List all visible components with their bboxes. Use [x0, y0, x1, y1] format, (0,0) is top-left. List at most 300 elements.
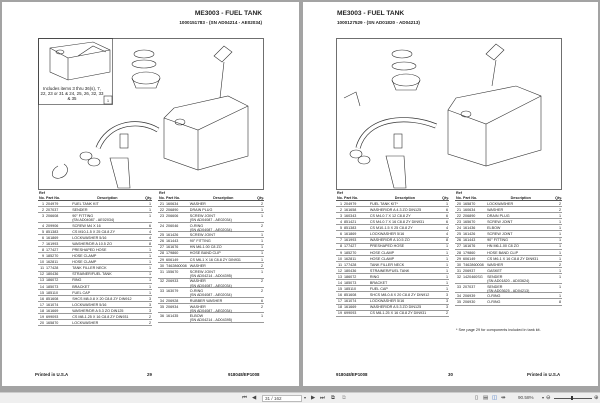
ref-number: 24 — [159, 223, 164, 228]
part-number: 180436 — [46, 272, 59, 277]
ref-number: 19 — [39, 314, 44, 319]
table-row — [158, 213, 264, 223]
quantity: 1 — [558, 232, 561, 237]
part-number: 185073 — [46, 284, 59, 289]
ref-number: 34 — [159, 298, 164, 303]
quantity: 1 — [445, 268, 448, 273]
footer-right: 918048/EP1008 — [228, 372, 260, 377]
description: DRAIN PLUG — [189, 207, 213, 212]
part-number: 206890 — [166, 207, 179, 212]
description: SCREW JOINT — [189, 233, 216, 238]
quantity: 2 — [148, 321, 151, 326]
part-number: 206608 — [46, 213, 59, 218]
header-part: Part No. — [463, 196, 478, 200]
part-number: 155670 — [166, 269, 179, 274]
quantity: 1 — [148, 260, 151, 265]
ref-number: 31 — [456, 268, 461, 273]
quantity: 1 — [558, 213, 561, 218]
quantity: 1 — [148, 207, 151, 212]
description: WASHER/DR A 5.3 ZO DIN125 — [369, 305, 422, 310]
zoom-in-icon[interactable]: ⊕ — [594, 395, 599, 401]
header-no: No. — [337, 196, 343, 200]
part-number: 160634 — [166, 201, 179, 206]
quantity: 6 — [260, 298, 263, 303]
quantity: 1 — [558, 250, 561, 255]
header-no: No. — [159, 196, 165, 200]
table-header — [158, 191, 264, 201]
inset-ref: 1 — [107, 99, 109, 103]
part-number: 851608 — [344, 293, 357, 298]
header-qty: Qty. — [442, 196, 449, 200]
table-row — [38, 213, 152, 223]
part-number: 177428 — [344, 262, 357, 267]
pdf-page-30 — [303, 2, 598, 386]
description: SENDER (SN AD03625 - AD04213) — [487, 284, 530, 293]
description: CS M10-1.5 X 25 C8.8 ZY — [369, 226, 413, 231]
ref-number: 18 — [39, 308, 44, 313]
quantity: 1 — [148, 278, 151, 283]
two-page-view-icon[interactable]: ◫ — [492, 395, 498, 401]
part-number: 186072 — [344, 274, 357, 279]
header-description: Description — [510, 196, 531, 200]
part-number: 162811 — [46, 260, 59, 265]
part-number: 161993 — [46, 241, 59, 246]
part-number: 161426 — [463, 232, 476, 237]
quantity: 3 — [148, 302, 151, 307]
part-number: 186072 — [46, 278, 59, 283]
ref-number: 4 — [339, 220, 342, 225]
ref-number: 8 — [41, 247, 44, 252]
quantity: 1 — [260, 233, 263, 238]
zoom-out-icon[interactable]: ⊖ — [546, 395, 551, 401]
description: CS M10-1.5 X 25 C8.8 ZY — [72, 229, 116, 234]
quantity: 1 — [445, 287, 448, 292]
part-number: 161443 — [166, 239, 179, 244]
ref-number: 22 — [159, 207, 164, 212]
previous-page-icon[interactable]: ◀ — [252, 395, 257, 401]
part-number: 165670 — [463, 220, 476, 225]
table-row — [336, 311, 449, 317]
description: 90° FITTING — [189, 239, 211, 244]
part-number: 206928 — [166, 298, 179, 303]
part-number: 206930 — [463, 300, 476, 305]
header-description: Description — [97, 196, 118, 200]
ref-number: 9 — [41, 254, 44, 259]
part-number: 204979 — [46, 201, 59, 206]
ref-number: 27 — [159, 245, 164, 250]
parts-table-left — [38, 191, 152, 326]
description: LOCKWASHER — [487, 201, 514, 206]
quantity: 1 — [445, 250, 448, 255]
description: 90° FITTING (SN AD04087 - AE02034) — [72, 213, 115, 223]
part-number: 185073 — [344, 281, 357, 286]
table-row — [158, 288, 264, 298]
part-number: 606149 — [463, 256, 476, 261]
part-number: 163079 — [166, 288, 179, 293]
part-number: 180436 — [344, 268, 357, 273]
description: SHCS M8-0.8 X 20 C8.8 ZY DIN912 — [72, 296, 132, 301]
description: FUEL TANK KIT — [72, 201, 99, 206]
ref-number: 29 — [456, 256, 461, 261]
header-qty: Qty. — [145, 196, 152, 200]
ref-number: 23 — [159, 213, 164, 218]
part-number: 177427 — [46, 247, 59, 252]
quantity: 8 — [445, 238, 448, 243]
description: HOSE BAND CLIP — [487, 250, 519, 255]
quantity: 2 — [260, 288, 263, 293]
part-number: 185110 — [344, 287, 357, 292]
table-row — [455, 274, 562, 284]
part-number: 162811 — [344, 256, 357, 261]
ref-number: 6 — [41, 235, 44, 240]
quantity: 6 — [445, 213, 448, 218]
part-number: 851383 — [344, 226, 357, 231]
ref-number: 32 — [456, 274, 461, 279]
description: WASHER — [189, 201, 206, 206]
ref-number: 3 — [339, 213, 342, 218]
ref-number: 16 — [337, 293, 342, 298]
ref-number: 5 — [339, 226, 342, 231]
rotate-disabled-icon[interactable]: ⧉ — [342, 395, 346, 401]
ref-number: 12 — [39, 272, 44, 277]
quantity: 3 — [148, 296, 151, 301]
header-ref: Ref — [337, 191, 343, 195]
description: HOSE CLAMP — [369, 256, 395, 261]
ref-number: 30 — [456, 262, 461, 267]
part-number: 206606 — [166, 213, 179, 218]
header-description: Description — [394, 196, 416, 200]
description: LOCKWASHER 5/16 — [369, 299, 405, 304]
ref-number: 34 — [456, 294, 461, 299]
footer-right: Printed in U.S.A — [527, 372, 561, 377]
quantity: 1 — [148, 290, 151, 295]
part-number: 161669 — [46, 308, 59, 313]
ref-number: 20 — [39, 321, 44, 326]
next-page-icon[interactable]: ▶ — [311, 395, 316, 401]
quantity: 1 — [445, 256, 448, 261]
ref-number: 25 — [159, 233, 164, 238]
quantity: 2 — [558, 201, 561, 206]
ref-number: 26 — [456, 238, 461, 243]
ref-number: 29 — [159, 257, 164, 262]
quantity: 1 — [260, 251, 263, 256]
pdf-viewer-toolbar — [0, 392, 600, 403]
ref-number: 14 — [337, 281, 342, 286]
table-row — [158, 223, 264, 233]
footer-left: Printed in U.S.A — [35, 372, 69, 377]
quantity: 3 — [445, 305, 448, 310]
continuous-view-icon[interactable]: ▤ — [483, 395, 489, 401]
ref-number: 35 — [159, 304, 164, 309]
part-number: 185270 — [344, 250, 357, 255]
description: CS M6-1 X 16 C8.8 ZY DIN931 — [189, 257, 241, 262]
quantity: 1 — [558, 294, 561, 299]
zoom-level[interactable]: 90.58% — [518, 395, 534, 400]
ref-number: 20 — [456, 201, 461, 206]
quantity: 2 — [260, 304, 263, 309]
quantity: 1 — [260, 213, 263, 218]
quantity: 1 — [558, 284, 561, 289]
description: HOSE BAND CLIP — [189, 251, 221, 256]
quantity: 4 — [445, 226, 448, 231]
fit-width-icon[interactable]: ⇹ — [501, 395, 506, 401]
first-page-icon[interactable]: ⏮ — [242, 395, 247, 401]
fuel-tank-exploded-diagram — [336, 38, 562, 190]
table-header — [336, 191, 449, 201]
description: CS M4-0.7 X 12 C8.8 ZY — [369, 213, 411, 218]
description: WASHER/DR A 4.3 ZO DIN125 — [369, 207, 422, 212]
table-row — [158, 279, 264, 289]
ref-number: 9 — [339, 250, 342, 255]
part-number: 177427 — [344, 244, 357, 249]
part-number: 161993 — [344, 238, 357, 243]
description: SCREW JOINT — [487, 232, 513, 237]
pdf-page-29 — [2, 2, 299, 386]
part-number: 161435 — [166, 314, 179, 319]
quantity: 2 — [260, 201, 263, 206]
description: 90° FITTING — [487, 238, 509, 243]
ref-number: 7 — [339, 238, 342, 243]
table-header — [38, 191, 152, 201]
part-number: 161669 — [344, 305, 357, 310]
part-number: T462860008 — [166, 263, 187, 268]
quantity: 2 — [445, 311, 448, 316]
description: SCREW M4 X 16 — [72, 223, 101, 228]
quantity: 2 — [558, 262, 561, 267]
zoom-slider[interactable] — [554, 398, 592, 399]
page-subtitle: 1000151783 - (SN AD04214 - AE02034) — [179, 20, 262, 25]
part-number: 161074 — [46, 302, 59, 307]
zoom-slider-thumb[interactable] — [571, 396, 573, 400]
last-page-icon[interactable]: ⏭ — [320, 395, 325, 401]
header-part: Part No. — [344, 196, 359, 200]
zoom-dropdown-icon[interactable]: ▾ — [542, 395, 545, 400]
ref-number: 1 — [339, 201, 342, 206]
quantity: 1 — [148, 266, 151, 271]
description: WASHER/DR A 10.5 ZO — [72, 241, 113, 246]
ref-number: 10 — [39, 260, 44, 265]
ref-number: 17 — [337, 299, 342, 304]
description: STRAINER/FUEL TANK — [72, 272, 112, 277]
parts-table-right — [158, 191, 264, 323]
footer-page-number: 29 — [147, 372, 152, 377]
description: GASKET — [487, 268, 503, 273]
ref-number: 15 — [337, 287, 342, 292]
ref-number: 13 — [337, 274, 342, 279]
ref-number: 2 — [339, 207, 342, 212]
part-number: 161658 — [344, 207, 357, 212]
part-number: 209906 — [46, 223, 59, 228]
quantity: 1 — [558, 256, 561, 261]
header-part: Part No. — [166, 196, 181, 200]
single-page-view-icon[interactable]: ▯ — [475, 395, 479, 401]
part-number: 699093 — [344, 311, 357, 316]
quantity: 1 — [445, 201, 448, 206]
header-part: Part No. — [46, 196, 61, 200]
header-ref: Ref — [159, 191, 165, 195]
page-dropdown-icon[interactable]: ▾ — [304, 395, 307, 400]
page-number-input[interactable]: 31 / 162 — [262, 395, 302, 402]
description: SENDER — [72, 207, 88, 212]
quantity: 1 — [445, 262, 448, 267]
quantity: 3 — [148, 308, 151, 313]
page-title: ME3003 - FUEL TANK — [194, 10, 262, 17]
ref-number: 25 — [456, 232, 461, 237]
ref-number: 36 — [159, 314, 164, 319]
quantity: 3 — [445, 293, 448, 298]
part-number: 177428 — [46, 266, 59, 271]
quantity: 1 — [260, 245, 263, 250]
quantity: 1 — [148, 254, 151, 259]
quantity: 1 — [558, 244, 561, 249]
quantity: 1 — [260, 257, 263, 262]
table-header — [455, 191, 562, 201]
header-qty: Qty. — [257, 196, 264, 200]
description: TANK FILLER NECK — [369, 262, 405, 267]
ref-number: 7 — [41, 241, 44, 246]
ref-number: 30 — [159, 263, 164, 268]
part-number: 851383 — [46, 229, 59, 234]
quantity: 1 — [148, 284, 151, 289]
description: TANK FILLER NECK — [72, 266, 107, 271]
quantity: 2 — [260, 223, 263, 228]
ref-number: 19 — [337, 311, 342, 316]
footer-left: 918048/EP1008 — [336, 372, 368, 377]
quantity: 1 — [558, 274, 561, 279]
quantity: 1 — [148, 201, 151, 206]
ref-number: 22 — [456, 213, 461, 218]
description: FUEL CAP — [72, 290, 91, 295]
description: SCREW JOINT (SN AD04214 - AD04395) — [189, 269, 233, 278]
quantity: 1 — [558, 238, 561, 243]
ref-number: 6 — [339, 232, 342, 237]
quantity: 1 — [148, 272, 151, 277]
ref-number: 14 — [39, 284, 44, 289]
part-number: 185270 — [46, 254, 59, 259]
ref-number: 11 — [40, 266, 44, 271]
description: FUEL CAP — [369, 287, 388, 292]
quantity: 3 — [445, 299, 448, 304]
description: O-RING (SN AD04087 - AE02034) — [189, 288, 232, 298]
part-number: 161426 — [166, 233, 179, 238]
ref-number: 12 — [337, 268, 342, 273]
quantity: 2 — [558, 207, 561, 212]
description: PRESHAPED HOSE — [369, 244, 405, 249]
description: CS M8-1.25 X 16 C8.8 ZY DIN931 — [72, 314, 129, 319]
description: WASHER — [487, 207, 504, 212]
ref-number: 33 — [159, 288, 164, 293]
description: WASHER (SN AD04087 - AE02034) — [189, 304, 232, 313]
quantity: 6 — [148, 223, 151, 228]
ref-number: 31 — [159, 269, 164, 274]
ref-number: 28 — [456, 250, 461, 255]
quantity: 1 — [445, 244, 448, 249]
part-number: 851421 — [344, 220, 357, 225]
ref-number: 23 — [456, 220, 461, 225]
part-number: 161443 — [463, 238, 476, 243]
part-number: 207037 — [46, 207, 59, 212]
ref-number: 28 — [159, 251, 164, 256]
part-number: 165870 — [46, 321, 59, 326]
kit-note: * See page 29 for components included in tank kit. — [456, 328, 541, 332]
part-number: 161869 — [344, 232, 357, 237]
ref-number: 33 — [456, 284, 461, 289]
part-number: 1420460SG — [463, 274, 483, 279]
description: WASHER (SN AD04087 - AE02034) — [189, 279, 232, 288]
description: HOSE CLAMP — [72, 260, 97, 265]
quantity: 1 — [445, 281, 448, 286]
quantity: 1 — [148, 213, 151, 218]
table-row — [455, 284, 562, 294]
description: WASHER — [487, 262, 504, 267]
ref-number: 21 — [456, 207, 461, 212]
description: O-RING (SN AD04087 - AE02034) — [189, 223, 232, 232]
part-number: 204979 — [344, 201, 357, 206]
ref-number: 8 — [339, 244, 342, 249]
ref-number: 17 — [39, 302, 44, 307]
quantity: 8 — [558, 300, 561, 305]
page-subtitle: 1000127529 - (SN AD01820 - AD04213) — [337, 20, 420, 25]
quantity: 1 — [558, 220, 561, 225]
ref-number: 11 — [338, 262, 342, 267]
header-no: No. — [456, 196, 462, 200]
description: ELBOW — [487, 226, 501, 231]
header-description: Description — [213, 196, 234, 200]
part-number: T462860008 — [463, 262, 484, 267]
part-number: 185110 — [46, 290, 59, 295]
part-number: 206939 — [463, 294, 476, 299]
ref-number: 16 — [39, 296, 44, 301]
description: DRAIN PLUG — [487, 213, 510, 218]
part-number: 161074 — [344, 299, 357, 304]
description: LOCKWASHER — [72, 321, 99, 326]
description: LOCKWASHER 5/16 — [72, 235, 107, 240]
ref-number: 21 — [159, 201, 164, 206]
quantity: 1 — [260, 314, 263, 319]
description: SCREW JOINT — [487, 220, 513, 225]
rotate-icon[interactable]: ⧉ — [331, 395, 335, 401]
description: BRACKET — [369, 281, 388, 286]
quantity: 1 — [148, 247, 151, 252]
part-number: 161676 — [463, 244, 476, 249]
quantity: 1 — [445, 274, 448, 279]
part-number: 161676 — [166, 245, 179, 250]
ref-number: 24 — [456, 226, 461, 231]
fuel-tank-exploded-diagram — [38, 38, 264, 190]
part-number: 699093 — [46, 314, 59, 319]
ref-number: 4 — [41, 223, 44, 228]
description: HOSE CLAMP — [72, 254, 97, 259]
description: PRESHAPED HOSE — [72, 247, 107, 252]
footer-page-number: 30 — [448, 372, 453, 377]
description: STRAINER/FUEL TANK — [369, 268, 410, 273]
ref-number: 13 — [39, 278, 44, 283]
table-row — [38, 320, 152, 326]
quantity: 8 — [148, 241, 151, 246]
description: LOCKWASHER 5/16 — [369, 232, 405, 237]
ref-number: 5 — [41, 229, 44, 234]
parts-table-left — [336, 191, 449, 317]
part-number: 851608 — [46, 296, 59, 301]
ref-number: 3 — [41, 213, 44, 218]
description: RING — [72, 278, 82, 283]
quantity: 4 — [445, 232, 448, 237]
quantity: 4 — [148, 229, 151, 234]
description: LOCKWASHER 5/16 — [72, 302, 107, 307]
quantity: 2 — [148, 314, 151, 319]
part-number: 160634 — [463, 207, 476, 212]
description: WASHER/DR A 5.3 ZO DIN125 — [72, 308, 124, 313]
